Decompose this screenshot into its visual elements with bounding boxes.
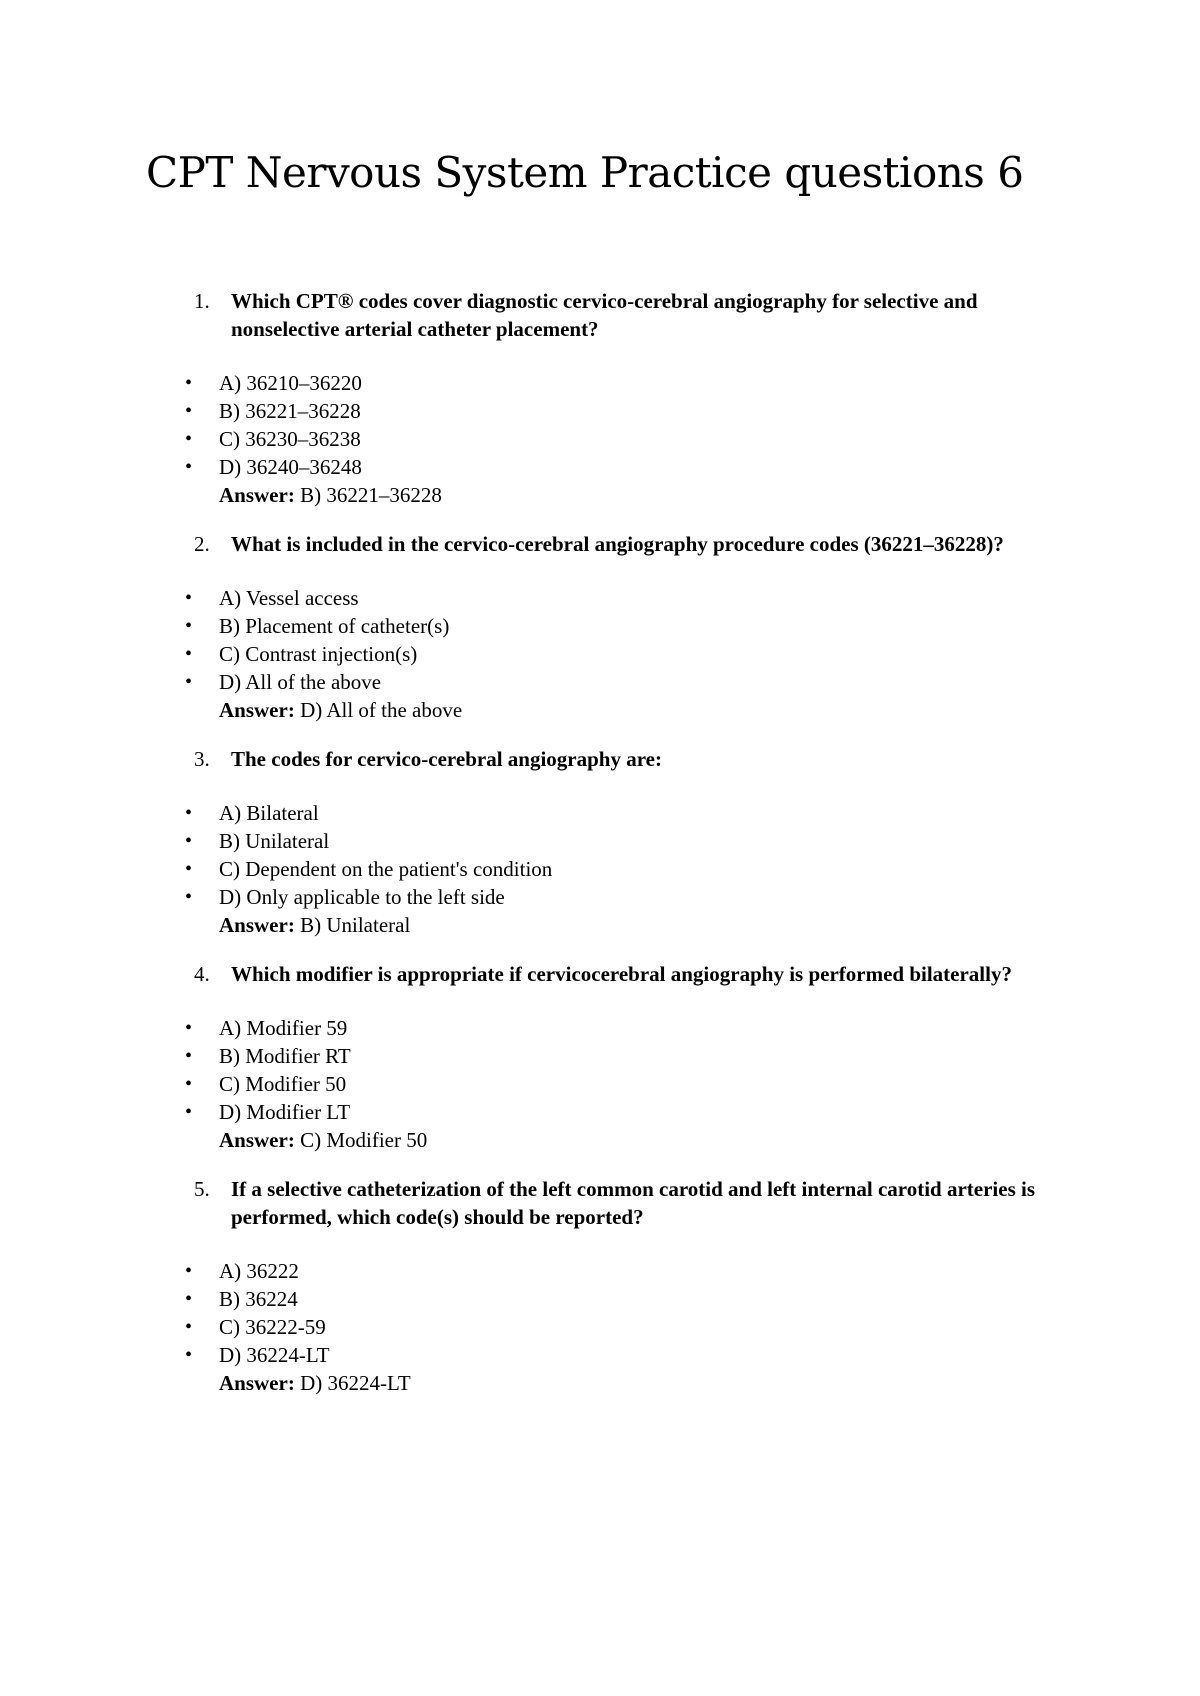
option-item (0, 425, 1200, 453)
bullet-icon: • (185, 643, 193, 665)
question-block (0, 1175, 1200, 1397)
option-label: A) Vessel access (219, 586, 359, 610)
question-number: 3. (194, 747, 210, 771)
option-list (0, 1257, 1200, 1369)
question-prompt: Which modifier is appropriate if cervicocerebral angiography is performed bilaterally? (231, 962, 1012, 986)
question-block (0, 745, 1200, 939)
answer-value: B) 36221–36228 (294, 483, 442, 507)
option-label: D) 36240–36248 (219, 455, 362, 479)
option-label: B) Modifier RT (219, 1044, 351, 1068)
option-item (0, 855, 1200, 883)
option-item (0, 668, 1200, 696)
option-item (0, 612, 1200, 640)
option-item (0, 369, 1200, 397)
question-text (0, 287, 1051, 343)
bullet-icon: • (185, 615, 193, 637)
bullet-icon: • (185, 1344, 193, 1366)
option-label: B) Placement of catheter(s) (219, 614, 450, 638)
question-block (0, 287, 1200, 509)
option-label: B) 36224 (219, 1287, 298, 1311)
option-item (0, 1042, 1200, 1070)
bullet-icon: • (185, 428, 193, 450)
option-label: C) Dependent on the patient's condition (219, 857, 553, 881)
option-label: A) Bilateral (219, 801, 319, 825)
answer-label: Answer: (219, 1371, 295, 1395)
bullet-icon: • (185, 886, 193, 908)
option-label: A) Modifier 59 (219, 1016, 348, 1040)
option-item (0, 827, 1200, 855)
question-number: 2. (194, 532, 210, 556)
bullet-icon: • (185, 400, 193, 422)
bullet-icon: • (185, 1045, 193, 1067)
question-list (0, 287, 1200, 1418)
bullet-icon: • (185, 1260, 193, 1282)
answer-line (0, 1126, 1200, 1154)
answer-value: D) All of the above (294, 698, 463, 722)
option-item (0, 1313, 1200, 1341)
question-text (0, 960, 1051, 988)
option-label: C) 36222-59 (219, 1315, 326, 1339)
question-prompt: If a selective catheterization of the left common carotid and left internal carotid arteries is performed, which code(s) should be reported? (231, 1177, 1035, 1229)
bullet-icon: • (185, 1288, 193, 1310)
page-title: CPT Nervous System Practice questions 6 (146, 148, 1024, 197)
answer-label: Answer: (219, 483, 295, 507)
option-item (0, 799, 1200, 827)
option-item (0, 1341, 1200, 1369)
answer-value: D) 36224-LT (294, 1371, 411, 1395)
bullet-icon: • (185, 1017, 193, 1039)
answer-line (0, 911, 1200, 939)
option-label: D) All of the above (219, 670, 382, 694)
question-prompt: Which CPT® codes cover diagnostic cervico-cerebral angiography for selective and nonselective arterial catheter placement? (231, 289, 978, 341)
answer-label: Answer: (219, 1128, 295, 1152)
bullet-icon: • (185, 830, 193, 852)
option-item (0, 640, 1200, 668)
question-prompt: What is included in the cervico-cerebral angiography procedure codes (36221–36228)? (231, 532, 1004, 556)
question-number: 4. (194, 962, 210, 986)
bullet-icon: • (185, 456, 193, 478)
option-label: C) Contrast injection(s) (219, 642, 418, 666)
option-item (0, 1014, 1200, 1042)
option-item (0, 397, 1200, 425)
option-item (0, 1098, 1200, 1126)
option-label: B) Unilateral (219, 829, 330, 853)
bullet-icon: • (185, 587, 193, 609)
answer-label: Answer: (219, 913, 295, 937)
answer-line (0, 1369, 1200, 1397)
option-item (0, 1070, 1200, 1098)
question-number: 1. (194, 289, 210, 313)
bullet-icon: • (185, 1073, 193, 1095)
option-item (0, 453, 1200, 481)
question-block (0, 530, 1200, 724)
bullet-icon: • (185, 372, 193, 394)
bullet-icon: • (185, 858, 193, 880)
bullet-icon: • (185, 1101, 193, 1123)
answer-value: B) Unilateral (294, 913, 411, 937)
option-list (0, 799, 1200, 911)
bullet-icon: • (185, 671, 193, 693)
question-number: 5. (194, 1177, 210, 1201)
option-label: D) Only applicable to the left side (219, 885, 505, 909)
question-text (0, 530, 1051, 558)
option-list (0, 369, 1200, 481)
option-item (0, 1285, 1200, 1313)
option-label: D) 36224-LT (219, 1343, 330, 1367)
option-list (0, 1014, 1200, 1126)
option-label: C) 36230–36238 (219, 427, 361, 451)
question-prompt: The codes for cervico-cerebral angiography are: (231, 747, 662, 771)
question-text (0, 1175, 1051, 1231)
answer-value: C) Modifier 50 (294, 1128, 428, 1152)
option-label: D) Modifier LT (219, 1100, 351, 1124)
answer-line (0, 696, 1200, 724)
option-label: C) Modifier 50 (219, 1072, 347, 1096)
answer-line (0, 481, 1200, 509)
option-label: B) 36221–36228 (219, 399, 361, 423)
option-list (0, 584, 1200, 696)
option-label: A) 36210–36220 (219, 371, 362, 395)
option-label: A) 36222 (219, 1259, 299, 1283)
bullet-icon: • (185, 802, 193, 824)
bullet-icon: • (185, 1316, 193, 1338)
question-block (0, 960, 1200, 1154)
option-item (0, 1257, 1200, 1285)
option-item (0, 883, 1200, 911)
option-item (0, 584, 1200, 612)
question-text (0, 745, 1051, 773)
answer-label: Answer: (219, 698, 295, 722)
